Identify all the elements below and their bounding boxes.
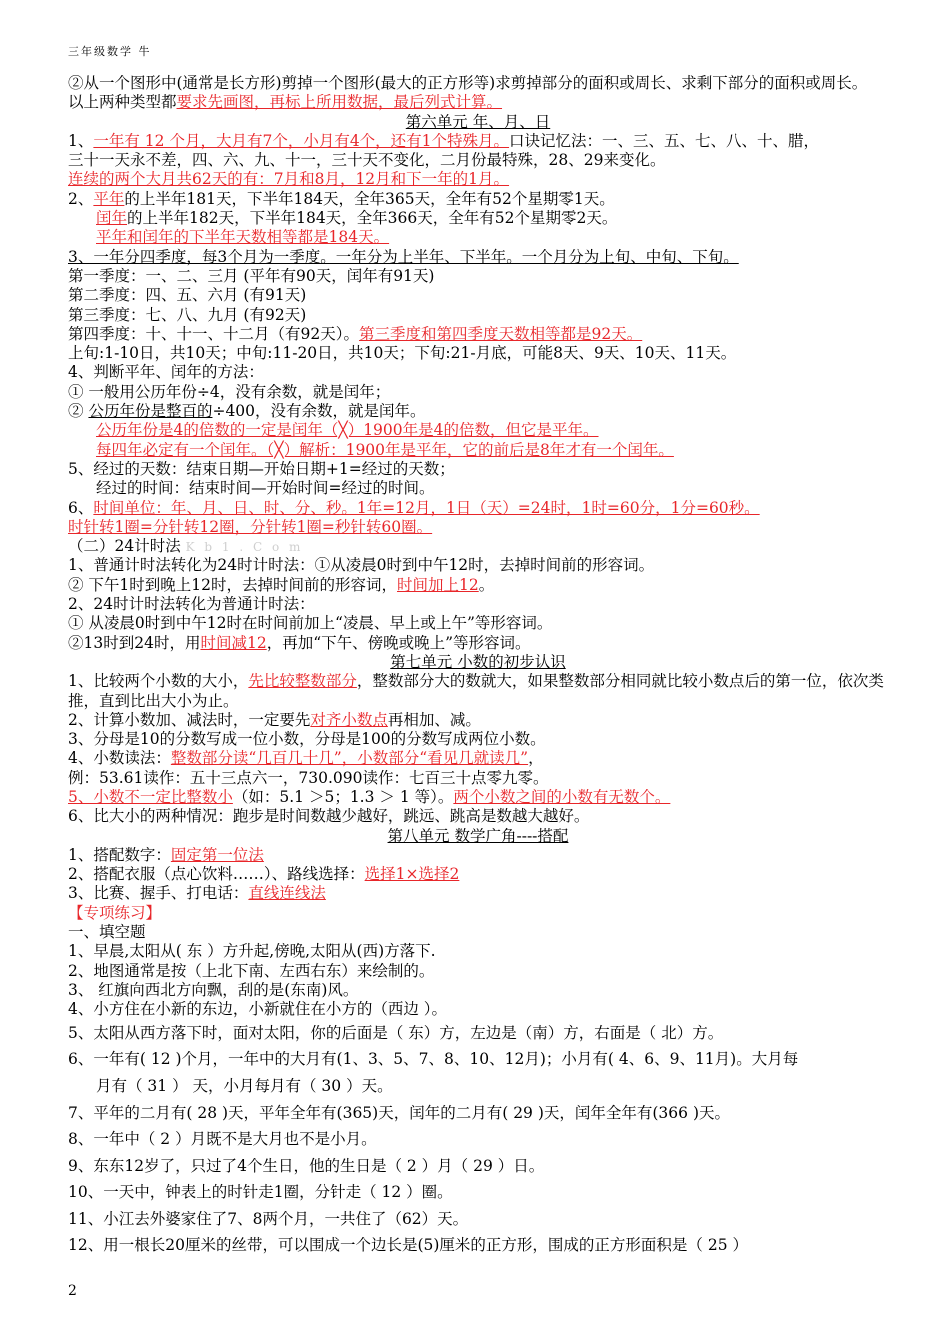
text-line [68, 228, 888, 247]
text-line [68, 788, 888, 807]
text-run: 再相加、减。 [387, 710, 481, 729]
section-heading [68, 653, 888, 672]
text-line [68, 306, 888, 325]
text-run: 的上半年182天，下半年184天，全年366天，全年有52个星期零2天。 [127, 209, 618, 228]
highlighted-text: 一年有 12 个月，大月有7个，小月有4个，还有1个特殊月。 [93, 131, 510, 150]
exercise-line: 7、平年的二月有( 28 )天，平年全年有(365)天，闰年的二月有( 29 )天，闰年全年有(366 )天。 [68, 1103, 730, 1122]
highlighted-text: 平年 [93, 189, 125, 208]
text-line [68, 286, 888, 305]
text-run: 第六单元 年、月、日 [405, 112, 551, 131]
highlighted-text: 连续的两个大月共62天的有：7月和8月，12月和下一年的1月。 [68, 170, 510, 189]
text-run: 1、搭配数字： [68, 845, 171, 864]
text-run: 1、普通计时法转化为24时计时法：①从凌晨0时到中午12时，去掉时间前的形容词。 [68, 556, 655, 575]
text-line [68, 248, 888, 267]
text-line [68, 556, 888, 575]
highlighted-text: 时间加上12 [397, 575, 479, 594]
text-run: 1、早晨,太阳从( 东 ）方升起,傍晚,太阳从(西)方落下. [68, 942, 436, 961]
text-line [68, 499, 888, 518]
highlighted-text: 闰年 [96, 209, 128, 228]
highlighted-text: 先比较整数部分 [248, 672, 357, 691]
text-run: 2、搭配衣服（点心饮料……）、路线选择： [68, 865, 365, 884]
page-header: 三年级数学 牛 [68, 45, 152, 58]
highlighted-text: 5、小数不一定比整数小 [68, 787, 233, 806]
text-line [68, 865, 888, 884]
text-line [68, 884, 888, 903]
text-line [68, 962, 888, 981]
text-line [68, 634, 888, 653]
text-line [68, 942, 888, 961]
text-line [68, 518, 888, 537]
text-run: ② [68, 402, 89, 421]
text-run: ②从一个图形中(通常是长方形)剪掉一个图形(最大的正方形等)求剪掉部分的面积或周长、求剩下部分的面积或周长。 [68, 74, 868, 92]
text-run: 4、判断平年、闰年的方法： [68, 363, 264, 382]
text-run: 第一季度：一、二、三月 (平年有90天，闰年有91天) [68, 266, 435, 285]
text-run: （如：5.1 ＞5；1.3 ＞ 1 等）。 [232, 787, 454, 806]
text-run: 三十一天永不差，四、六、九、十一，三十天不变化，二月份最特殊，28、29来变化。 [68, 151, 666, 170]
highlighted-text: 对齐小数点 [310, 710, 388, 729]
text-line [68, 614, 888, 633]
text-run: ÷400，没有余数，就是闰年。 [212, 402, 426, 421]
text-run: 1、比较两个小数的大小， [68, 672, 249, 691]
text-run: 第二季度：四、五、六月 (有91天) [68, 286, 307, 305]
text-run: 第三季度：七、八、九月 (有92天) [68, 305, 307, 324]
text-line [68, 904, 888, 923]
text-run: K b 1 . C o m [185, 540, 304, 555]
text-line [68, 151, 888, 170]
exercise-line: 10、一天中，钟表上的时针走1圈，分针走（ 12 ）圈。 [68, 1183, 453, 1202]
text-line [68, 595, 888, 614]
text-line [68, 421, 888, 440]
text-line [68, 576, 888, 595]
text-line [68, 981, 888, 1000]
highlighted-text: 第三季度和第四季度天数相等都是92天。 [358, 324, 643, 343]
text-run: 4、小方住在小新的东边，小新就住在小方的（西边 ）。 [68, 1000, 448, 1019]
highlighted-text: 整数部分读“几百几十几”，小数部分“看见几就读几” [170, 749, 529, 768]
text-run: 第四季度：十、十一、十二月（有92天）。 [68, 324, 359, 343]
highlighted-text: 时间单位：年、月、日、时、分、秒。1年=12月，1日（天）=24时，1时=60分，1分=60秒。 [93, 498, 760, 517]
text-run: 2、24时计时法转化为普通计时法： [68, 595, 315, 614]
text-line [68, 769, 888, 788]
exercise-line: 8、一年中（ 2 ）月既不是大月也不是小月。 [68, 1130, 377, 1149]
text-run: 6、比大小的两种情况：跑步是时间数越少越好，跳远、跳高是数越大越好。 [68, 807, 590, 826]
text-run: 3、一年分四季度，每3个月为一季度。一年分为上半年、下半年。一个月分为上旬、中旬、下旬。 [68, 247, 739, 266]
text-line [68, 325, 888, 344]
text-run: 【专项练习】 [68, 903, 162, 922]
text-line [68, 460, 888, 479]
text-run: 。 [478, 575, 495, 594]
text-run: 3、 红旗向西北方向飘，刮的是(东南)风。 [68, 980, 359, 999]
text-run: ① 一般用公历年份÷4，没有余数，就是闰年； [68, 382, 391, 401]
exercise-line: 6、一年有( 12 )个月，一年中的大月有(1、3、5、7、8、10、12月)；小月有( 4、6、9、11月)。大月每 [68, 1050, 799, 1069]
text-line [68, 402, 888, 421]
text-line [68, 923, 888, 942]
exercise-line: 5、太阳从西方落下时，面对太阳，你的后面是（ 东）方，左边是（南）方，右面是（ 北）方。 [68, 1023, 724, 1042]
highlighted-text: 时间减12 [200, 633, 267, 652]
text-line [68, 344, 888, 363]
text-line [68, 807, 888, 826]
text-run: 上旬:1-10日，共10天；中旬:11-20日，共10天；下旬:21-月底，可能8天、9天、10天、11天。 [68, 344, 737, 363]
text-run: 第八单元 数学广角----搭配 [387, 826, 569, 845]
text-run: 一、填空题 [68, 923, 146, 942]
text-run: ② 下午1时到晚上12时，去掉时间前的形容词， [68, 575, 398, 594]
text-line [68, 730, 888, 749]
text-run: ① 从凌晨0时到中午12时在时间前加上“凌晨、早上或上午”等形容词。 [68, 614, 553, 633]
text-run: 2、地图通常是按（上北下南、左西右东）来绘制的。 [68, 961, 435, 980]
exercise-line: 月有（ 31 ） 天，小月每月有（ 30 ）天。 [96, 1076, 393, 1095]
highlighted-text: 直线连线法 [248, 884, 326, 903]
highlighted-text: 时针转1圈=分针转12圈，分针转1圈=秒针转60圈。 [68, 517, 433, 536]
highlighted-text: 平年和闰年的下半年天数相等都是184天。 [96, 228, 390, 247]
text-run: ②13时到24时，用 [68, 633, 201, 652]
text-run: ，整数部分大的数就大，如果整数部分相同就比较小数点后的第一位，依次类推，直到比出大小为止。 [68, 672, 884, 710]
text-line [68, 267, 888, 286]
text-line [68, 441, 888, 460]
text-line [68, 363, 888, 382]
text-run: ， [528, 749, 544, 768]
highlighted-text: 公历年份是4的倍数的一定是闰年（╳）1900年是4的倍数，但它是平年。 [96, 421, 599, 440]
text-run: （二）24计时法 [68, 537, 186, 556]
text-line [68, 749, 888, 768]
text-line [68, 74, 888, 93]
exercise-line: 11、小江去外婆家住了7、8两个月，一共住了（62）天。 [68, 1209, 469, 1228]
text-line [68, 383, 888, 402]
text-line [68, 711, 888, 730]
section-heading [68, 113, 888, 132]
text-line [68, 93, 888, 112]
text-line [68, 190, 888, 209]
highlighted-text: 要求先画图，再标上所用数据，最后列式计算。 [176, 93, 503, 112]
text-line [68, 132, 888, 151]
section-heading [68, 827, 888, 846]
text-run: 口诀记忆法：一、三、五、七、八、十、腊， [509, 131, 820, 150]
text-run: ，再加“下午、傍晚或晚上”等形容词。 [266, 633, 531, 652]
text-run: 2、计算小数加、减法时，一定要先 [68, 710, 311, 729]
text-run: 3、分母是10的分数写成一位小数，分母是100的分数写成两位小数。 [68, 730, 546, 749]
highlighted-text: 每四年必定有一个闰年。（╳）解析：1900年是平年，它的前后是8年才有一个闰年。 [96, 440, 674, 459]
highlighted-text: 选择1×选择2 [364, 865, 460, 884]
text-run: 例：53.61读作：五十三点六一，730.090读作：七百三十点零九零。 [68, 768, 549, 787]
text-line [68, 479, 888, 498]
text-run: 的上半年181天，下半年184天，全年365天，全年有52个星期零1天。 [124, 189, 615, 208]
text-run: 以上两种类型都 [68, 93, 177, 112]
text-line [68, 537, 888, 556]
text-run: 第七单元 小数的初步认识 [390, 652, 566, 671]
text-line [68, 846, 888, 865]
text-run: 3、比赛、握手、打电话： [68, 884, 249, 903]
text-run: 6、 [68, 498, 94, 517]
exercise-line: 12、用一根长20厘米的丝带，可以围成一个边长是(5)厘米的正方形，围成的正方形面积是（ 25 ） [68, 1236, 748, 1255]
highlighted-text: 固定第一位法 [170, 845, 264, 864]
text-line [68, 209, 888, 228]
text-line [68, 170, 888, 189]
text-run: 公历年份是整百的 [88, 402, 213, 421]
text-line [68, 1000, 888, 1019]
text-line [68, 672, 888, 711]
page-number: 2 [68, 1283, 77, 1299]
text-run: 2、 [68, 189, 94, 208]
text-run: 1、 [68, 131, 94, 150]
exercise-line: 9、东东12岁了，只过了4个生日，他的生日是（ 2 ）月（ 29 ）日。 [68, 1156, 545, 1175]
document-body [68, 74, 888, 1259]
text-run: 5、经过的天数：结束日期—开始日期+1=经过的天数； [68, 459, 455, 478]
text-run: 4、小数读法： [68, 749, 171, 768]
highlighted-text: 两个小数之间的小数有无数个。 [453, 787, 671, 806]
text-run: 经过的时间：结束时间—开始时间=经过的时间。 [96, 479, 435, 498]
